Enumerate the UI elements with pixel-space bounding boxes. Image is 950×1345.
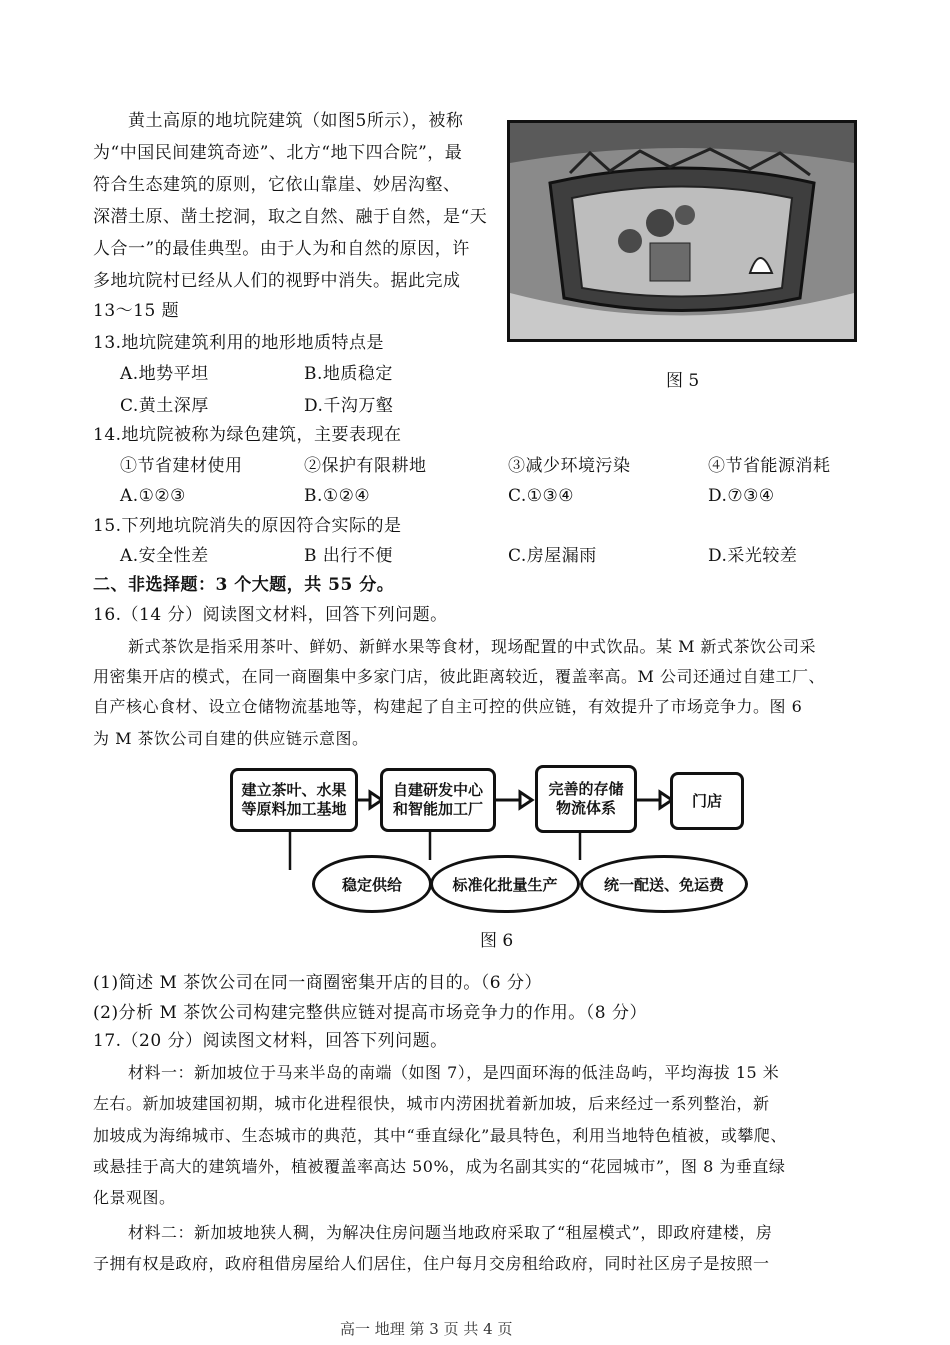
q17-m1-line-4: 或悬挂于高大的建筑墙外，植被覆盖率高达 50%，成为名副其实的“花园城市”，图 8 为垂直绿 bbox=[93, 1157, 786, 1176]
intro-line-4: 深潜土原、凿土挖洞，取之自然、融于自然，是“天 bbox=[93, 207, 488, 227]
q14-option-c: C.①③④ bbox=[508, 486, 575, 506]
flow-oval-stable-supply: 稳定供给 bbox=[312, 855, 432, 913]
q17-m2-line-1: 材料二：新加坡地狭人稠，为解决住房问题当地政府采取了“租屋模式”，即政府建楼，房 bbox=[128, 1223, 773, 1242]
q14-option-a: A.①②③ bbox=[120, 486, 186, 506]
figure5-caption: 图 5 bbox=[666, 371, 700, 391]
q15-option-d: D.采光较差 bbox=[708, 546, 798, 566]
figure5-photo bbox=[507, 120, 857, 342]
intro-line-1: 黄土高原的地坑院建筑（如图5所示），被称 bbox=[128, 111, 464, 131]
flow-box-3-line-2: 物流体系 bbox=[555, 799, 616, 817]
q17-m2-line-2: 子拥有权是政府，政府租借房屋给人们居住，住户每月交房租给政府，同时社区房子是按照一 bbox=[93, 1254, 770, 1273]
intro-line-3: 符合生态建筑的原则，它依山靠崖、妙居沟壑、 bbox=[93, 175, 461, 195]
flow-box-store: 门店 bbox=[670, 772, 744, 830]
flow-oval-standardized-production: 标准化批量生产 bbox=[430, 855, 580, 913]
flow-box-2-line-2: 和智能加工厂 bbox=[392, 800, 483, 818]
page-footer: 高一 地理 第 3 页 共 4 页 bbox=[340, 1320, 513, 1338]
intro-line-5: 人合一”的最佳典型。由于人为和自然的原因，许 bbox=[93, 239, 470, 259]
flow-oval-unified-delivery: 统一配送、免运费 bbox=[580, 855, 748, 913]
q16-sub-1: (1)简述 M 茶饮公司在同一商圈密集开店的目的。（6 分） bbox=[93, 973, 543, 993]
figure6-caption: 图 6 bbox=[480, 931, 514, 951]
q14-item-1: ①节省建材使用 bbox=[120, 456, 243, 476]
courtyard-illustration bbox=[510, 123, 854, 339]
q17-m1-line-5: 化景观图。 bbox=[93, 1188, 176, 1207]
intro-line-6: 多地坑院村已经从人们的视野中消失。据此完成 bbox=[93, 271, 461, 291]
q14-item-2: ②保护有限耕地 bbox=[304, 456, 427, 476]
q13-option-c: C.黄土深厚 bbox=[120, 396, 209, 416]
flow-box-rnd-factory bbox=[380, 768, 496, 832]
q17-m1-line-3: 加坡成为海绵城市、生态城市的典范，其中“垂直绿化”最具特色，利用当地特色植被，或攀爬、 bbox=[93, 1126, 787, 1145]
q15-option-c: C.房屋漏雨 bbox=[508, 546, 597, 566]
flow-box-3-line-1: 完善的存储 bbox=[548, 780, 624, 798]
q13-option-b: B.地质稳定 bbox=[304, 364, 393, 384]
q13-stem: 13.地坑院建筑利用的地形地质特点是 bbox=[93, 333, 385, 353]
intro-line-7: 13～15 题 bbox=[93, 301, 180, 321]
q16-para-line-4: 为 M 茶饮公司自建的供应链示意图。 bbox=[93, 729, 369, 748]
flow-box-1-line-1: 建立茶叶、水果 bbox=[241, 781, 347, 799]
flow-box-1-line-2: 等原料加工基地 bbox=[241, 800, 347, 818]
q14-stem: 14.地坑院被称为绿色建筑，主要表现在 bbox=[93, 425, 402, 445]
q16-para-line-2: 用密集开店的模式，在同一商圈集中多家门店，彼此距离较近，覆盖率高。M 公司还通过自建工厂、 bbox=[93, 667, 825, 686]
q14-option-b: B.①②④ bbox=[304, 486, 371, 506]
q16-para-line-1: 新式茶饮是指采用茶叶、鲜奶、新鲜水果等食材，现场配置的中式饮品。某 M 新式茶饮公司采 bbox=[128, 637, 817, 656]
q17-m1-line-2: 左右。新加坡建国初期，城市化进程很快，城市内涝困扰着新加坡，后来经过一系列整治，新 bbox=[93, 1094, 770, 1113]
flow-box-logistics bbox=[535, 765, 637, 833]
q13-option-a: A.地势平坦 bbox=[120, 364, 209, 384]
q17-stem: 17.（20 分）阅读图文材料，回答下列问题。 bbox=[93, 1031, 448, 1051]
q16-stem: 16.（14 分）阅读图文材料，回答下列问题。 bbox=[93, 605, 448, 625]
q14-item-4: ④节省能源消耗 bbox=[708, 456, 831, 476]
section-2-heading: 二、非选择题：3 个大题，共 55 分。 bbox=[93, 575, 395, 595]
q13-option-d: D.千沟万壑 bbox=[304, 396, 394, 416]
q16-para-line-3: 自产核心食材、设立仓储物流基地等，构建起了自主可控的供应链，有效提升了市场竞争力。图 6 bbox=[93, 697, 803, 716]
q15-option-a: A.安全性差 bbox=[120, 546, 209, 566]
q16-sub-2: (2)分析 M 茶饮公司构建完整供应链对提高市场竞争力的作用。（8 分） bbox=[93, 1003, 648, 1023]
q15-option-b: B 出行不便 bbox=[304, 546, 393, 566]
q14-option-d: D.⑦③④ bbox=[708, 486, 775, 506]
q14-item-3: ③减少环境污染 bbox=[508, 456, 631, 476]
flow-box-raw-material-base bbox=[230, 768, 358, 832]
intro-line-2: 为“中国民间建筑奇迹”、北方“地下四合院”，最 bbox=[93, 143, 463, 163]
flow-box-2-line-1: 自建研发中心 bbox=[392, 781, 483, 799]
q17-m1-line-1: 材料一：新加坡位于马来半岛的南端（如图 7），是四面环海的低洼岛屿，平均海拔 15 米 bbox=[128, 1063, 780, 1082]
q15-stem: 15.下列地坑院消失的原因符合实际的是 bbox=[93, 516, 402, 536]
